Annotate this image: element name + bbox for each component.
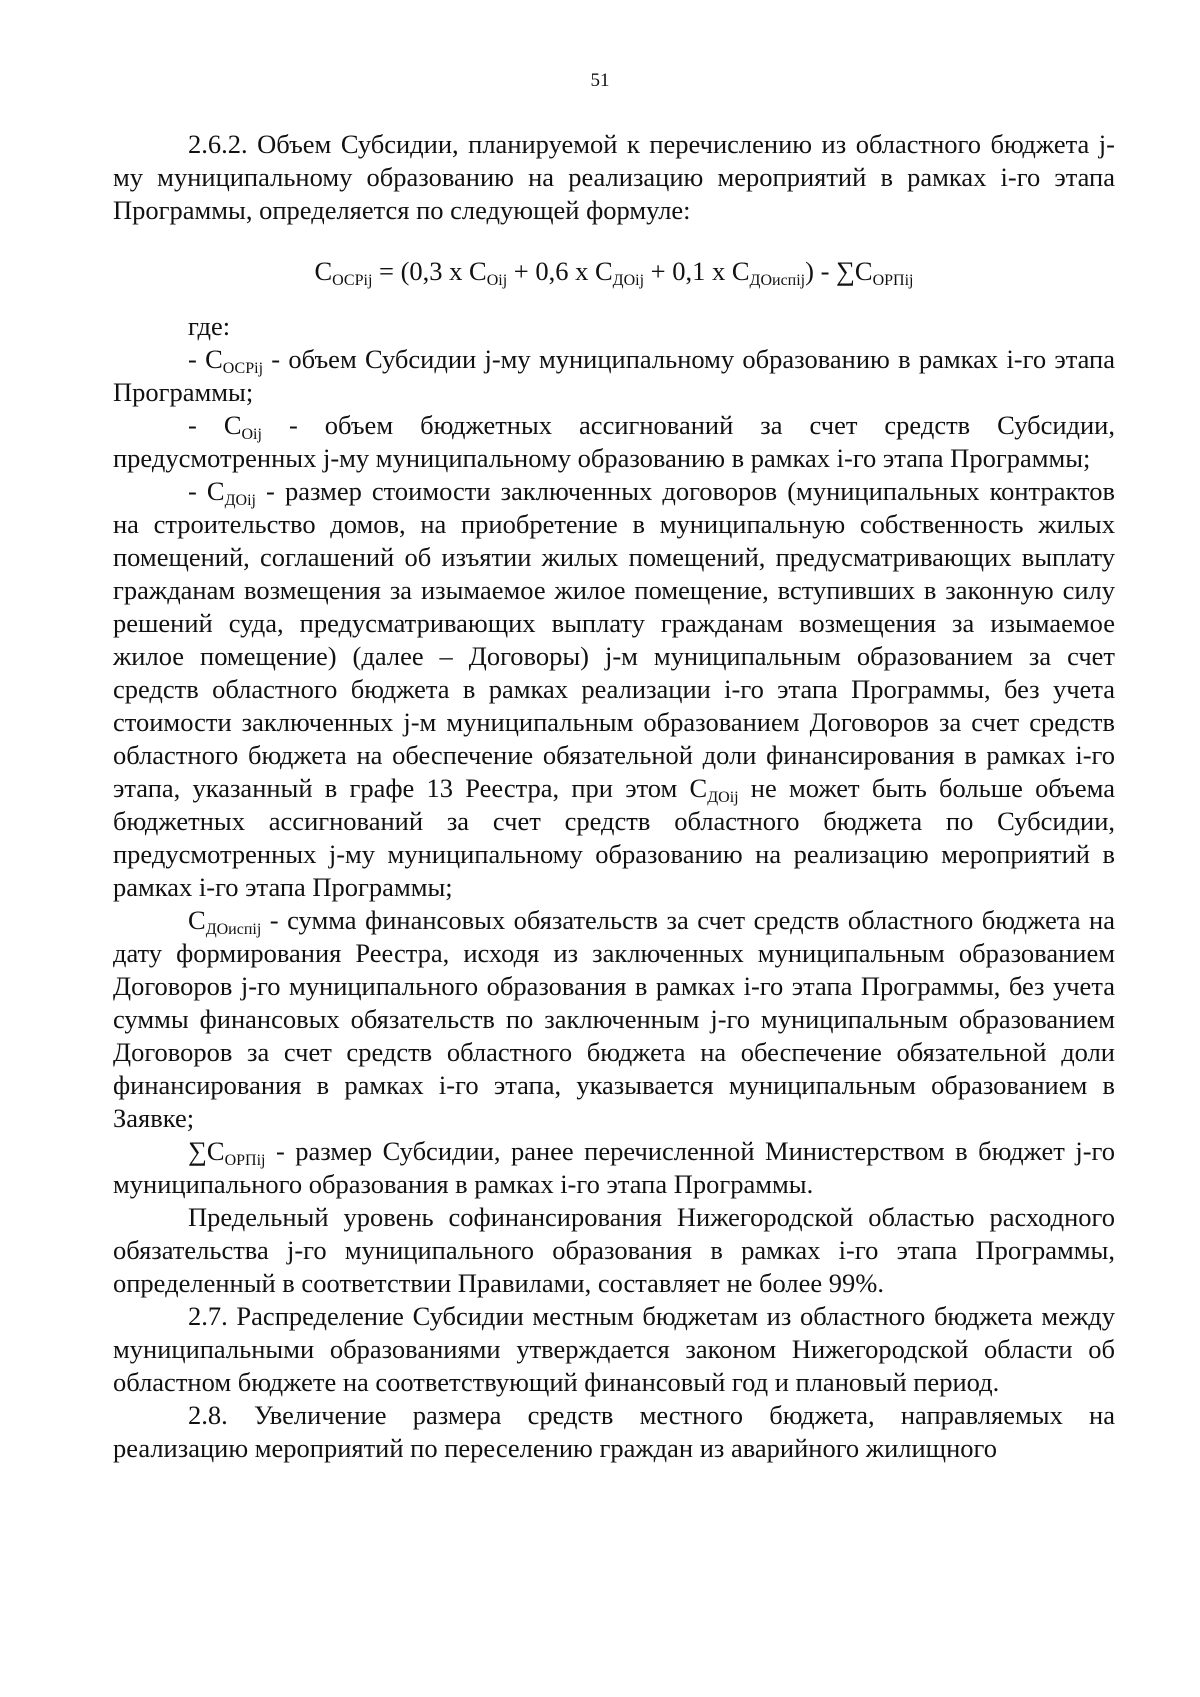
definition-sdoij-text-a: - размер стоимости заключенных договоров (муниципальных контрактов на строительство домов, на приобретение в муниципальную собственность жилых помещений, соглашений об изъятии жилых помещений, предусматривающих выплату гражданам возмещения за изымаемое жилое помещение, вступивших в законную силу решений суда, предусматривающих выплату гражданам возмещения за изымаемое жилое помещение) (далее – Договоры) j-м муниципальным образованием за счет средств областного бюджета в рамках реализации i-го этапа Программы, без учета стоимости заключенных j-м муниципальным образованием Договоров за счет средств областного бюджета на обеспечение обязательной доли финансирования в рамках i-го этапа, указанный в графе 13 Реестра, при этом С bbox=[113, 476, 1115, 803]
definition-soij-sub: Оij bbox=[241, 425, 262, 443]
definition-sdoij-text-b: не может быть больше объема бюджетных ассигнований за счет средств областного бюджета по Субсидии, предусмотренных j-му муниципальному образованию на реализацию мероприятий в рамках i-го этапа Программы; bbox=[113, 773, 1115, 902]
definition-sdoij-sub: ДОij bbox=[224, 491, 256, 509]
definition-sdoij-inline-sub: ДОij bbox=[707, 788, 739, 806]
formula-sub-doij: ДОij bbox=[612, 271, 645, 289]
formula-term-mid2: + 0,1 х С bbox=[644, 256, 750, 286]
formula-sub-oij: Оij bbox=[486, 271, 508, 289]
definition-soij-text: - объем бюджетных ассигнований за счет средств Субсидии, предусмотренных j-му муниципальному образованию в рамках i-го этапа Программы; bbox=[113, 410, 1115, 473]
definition-socr bbox=[113, 343, 1115, 409]
paragraph-cofinancing-limit: Предельный уровень софинансирования Нижегородской областью расходного обязательства j-го муниципального образования в рамках i-го этапа Программы, определенный в соответствии Правилами, составляет не более 99%. bbox=[113, 1202, 1115, 1298]
definition-socr-sub: ОСРij bbox=[222, 359, 264, 377]
document-body bbox=[113, 128, 1115, 1465]
definition-sdoisp-sub: ДОиспij bbox=[205, 920, 262, 938]
formula-term-open: (0,3 х С bbox=[400, 256, 487, 286]
paragraph-2-6-2: 2.6.2. Объем Субсидии, планируемой к перечислению из областного бюджета j-му муниципальному образованию на реализацию мероприятий в рамках i-го этапа Программы, определяется по следующей формуле: bbox=[113, 129, 1115, 225]
definition-socr-text: - объем Субсидии j-му муниципальному образованию в рамках i-го этапа Программы; bbox=[113, 344, 1116, 407]
formula-equals: = bbox=[372, 256, 401, 286]
definition-sdoisp-text: - сумма финансовых обязательств за счет средств областного бюджета на дату формирования Реестра, исходя из заключенных муниципальным образованием Договоров j-го муниципального образования в рамках i-го этапа Программы, без учета суммы финансовых обязательств по заключенным j-го муниципальным образованием Договоров за счет средств областного бюджета на обеспечение обязательной доли финансирования в рамках i-го этапа, указывается муниципальным образованием в Заявке; bbox=[113, 905, 1115, 1133]
definition-sdoij bbox=[113, 475, 1115, 904]
definition-soij bbox=[113, 409, 1115, 475]
formula-term-mid1: + 0,6 х С bbox=[507, 256, 613, 286]
subsidy-formula bbox=[113, 255, 1115, 288]
where-label: где: bbox=[188, 311, 231, 341]
paragraph-2-7: 2.7. Распределение Субсидии местным бюджетам из областного бюджета между муниципальными образованиями утверждается законом Нижегородской области об областном бюджете на соответствующий финансовый год и плановый период. bbox=[113, 1301, 1115, 1397]
definition-sdoij-prefix: - С bbox=[188, 476, 225, 506]
definition-sorp bbox=[113, 1135, 1115, 1201]
definition-soij-prefix: - С bbox=[188, 410, 242, 440]
definition-sorp-sub: ОРПij bbox=[224, 1151, 266, 1169]
formula-lhs-sub: ОСРij bbox=[332, 271, 373, 289]
formula-term-close: ) - ∑С bbox=[805, 256, 873, 286]
formula-sub-orp: ОРПij bbox=[872, 271, 914, 289]
formula-lhs-base: С bbox=[314, 256, 333, 286]
definition-sdoisp-prefix: С bbox=[188, 905, 206, 935]
definition-sorp-prefix: ∑С bbox=[188, 1136, 225, 1166]
definition-sdoisp bbox=[113, 904, 1115, 1135]
definition-sorp-text: - размер Субсидии, ранее перечисленной Министерством в бюджет j-го муниципального образования в рамках i-го этапа Программы. bbox=[113, 1136, 1115, 1199]
definition-socr-prefix: - С bbox=[188, 344, 223, 374]
page-number: 51 bbox=[590, 70, 610, 91]
paragraph-2-8: 2.8. Увеличение размера средств местного бюджета, направляемых на реализацию мероприятий по переселению граждан из аварийного жилищного bbox=[113, 1400, 1115, 1463]
formula-sub-doisp: ДОиспij bbox=[749, 271, 806, 289]
